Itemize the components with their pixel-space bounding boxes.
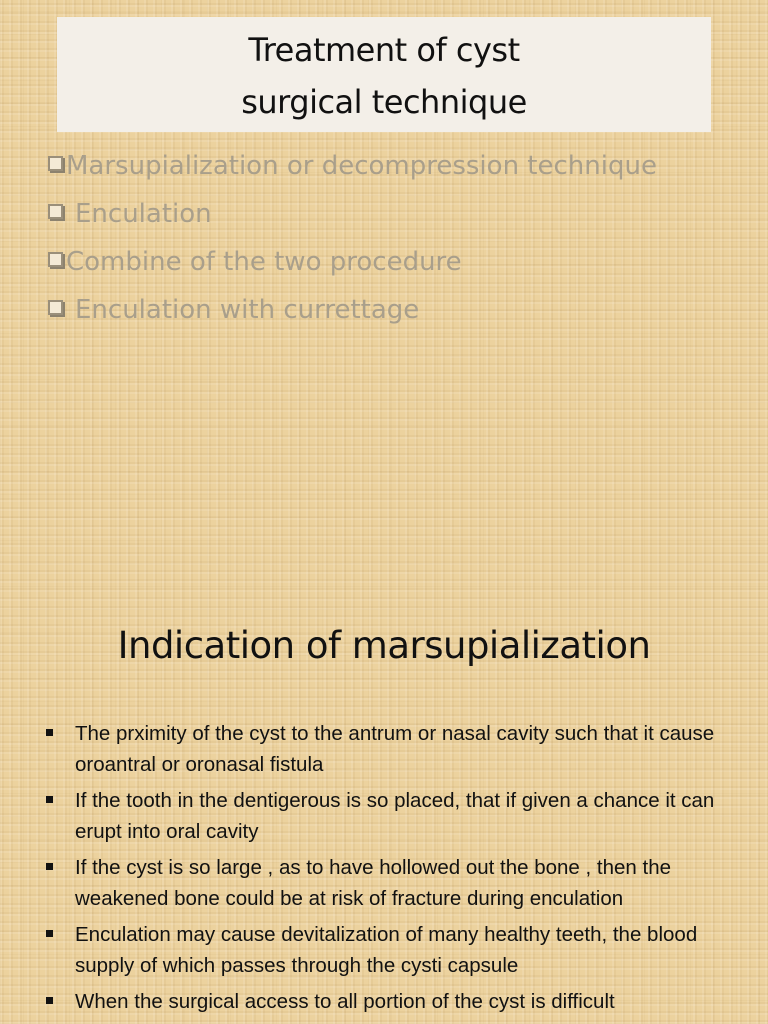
technique-item bbox=[44, 194, 744, 234]
checkbox-icon bbox=[48, 156, 63, 171]
technique-list bbox=[44, 146, 744, 338]
square-bullet-icon bbox=[46, 729, 53, 736]
indication-text: Enculation may cause devitalization of many healthy teeth, the blood supply of which passes through the cysti capsule bbox=[75, 923, 698, 977]
technique-item bbox=[44, 146, 744, 186]
checkbox-icon bbox=[48, 204, 63, 219]
indication-item bbox=[44, 852, 744, 914]
indication-text: When the surgical access to all portion of the cyst is difficult bbox=[75, 990, 615, 1013]
technique-label: Enculation with currettage bbox=[75, 295, 420, 325]
square-bullet-icon bbox=[46, 863, 53, 870]
indication-text: If the tooth in the dentigerous is so placed, that if given a chance it can erupt into oral cavity bbox=[75, 789, 715, 843]
indication-list bbox=[44, 718, 744, 1022]
indication-item bbox=[44, 718, 744, 780]
checkbox-icon bbox=[48, 300, 63, 315]
square-bullet-icon bbox=[46, 930, 53, 937]
indication-item bbox=[44, 785, 744, 847]
indication-text: The prximity of the cyst to the antrum or nasal cavity such that it cause oroantral or oronasal fistula bbox=[75, 722, 715, 776]
checkbox-icon bbox=[48, 252, 63, 267]
slide-title: Indication of marsupialization bbox=[117, 624, 651, 667]
technique-item bbox=[44, 290, 744, 330]
slide-title-box bbox=[57, 17, 711, 132]
technique-item bbox=[44, 242, 744, 282]
slide-indication-of-marsupialization bbox=[0, 512, 768, 1024]
square-bullet-icon bbox=[46, 997, 53, 1004]
indication-item bbox=[44, 986, 744, 1017]
slide-title-line-1: Treatment of cyst bbox=[248, 31, 520, 69]
indication-item bbox=[44, 919, 744, 981]
slide-title-line-2: surgical technique bbox=[241, 83, 527, 121]
indication-text: If the cyst is so large , as to have hollowed out the bone , then the weakened bone could be at risk of fracture during enculation bbox=[75, 856, 672, 910]
technique-label: Combine of the two procedure bbox=[66, 247, 462, 277]
technique-label: Marsupialization or decompression technique bbox=[66, 151, 657, 181]
square-bullet-icon bbox=[46, 796, 53, 803]
technique-label: Enculation bbox=[75, 199, 212, 229]
